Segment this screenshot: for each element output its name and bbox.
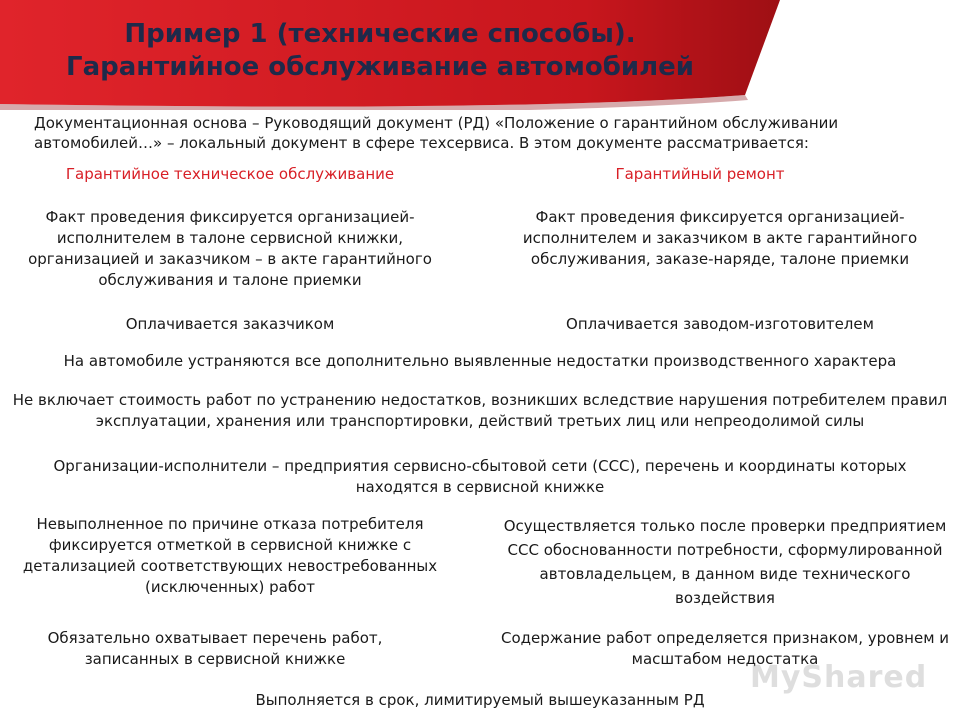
common-defects: На автомобиле устраняются все дополнительно выявленные недостатки производственного характера — [63, 352, 897, 370]
right-column-heading: Гарантийный ремонт — [615, 165, 785, 183]
fact-left: Факт проведения фиксируется организацией-исполнителем в талоне сервисной книжки, организацией и заказчиком – в акте гарантийного обслуживания и талоне приемки — [28, 208, 432, 289]
scope-left: Обязательно охватывает перечень работ, записанных в сервисной книжке — [47, 629, 383, 668]
refusal-left: Невыполненное по причине отказа потребителя фиксируется отметкой в сервисной книжке с детализацией соответствующих невостребованных (исключенных) работ — [22, 515, 438, 596]
pay-right: Оплачивается заводом-изготовителем — [566, 315, 874, 333]
title-banner — [0, 0, 960, 110]
scope-right: Содержание работ определяется признаком, уровнем и масштабом недостатка — [500, 629, 950, 668]
check-right: Осуществляется только после проверки предприятием ССС обоснованности потребности, сформулированной автовладельцем, в данном виде технического воздействия — [503, 517, 947, 607]
title-line-1: Пример 1 (технические способы). — [124, 19, 636, 49]
watermark-logo: MyShared — [750, 660, 928, 695]
deadline: Выполняется в срок, лимитируемый вышеуказанным РД — [255, 691, 705, 709]
intro-text: Документационная основа – Руководящий документ (РД) «Положение о гарантийном обслуживании автомобилей…» – локальный документ в сфере техсервиса. В этом документе рассматривается: — [34, 114, 839, 152]
fact-right: Факт проведения фиксируется организацией-исполнителем и заказчиком в акте гарантийного обслуживания, заказе-наряде, талоне приемки — [522, 208, 918, 268]
left-column-heading: Гарантийное техническое обслуживание — [65, 165, 395, 183]
pay-left: Оплачивается заказчиком — [125, 315, 335, 333]
common-exclusions: Не включает стоимость работ по устранению недостатков, возникших вследствие нарушения потребителем правил эксплуатации, хранения или транспортировки, действий третьих лиц или непреодолимой силы — [12, 391, 948, 430]
common-organizations: Организации-исполнители – предприятия сервисно-сбытовой сети (ССС), перечень и координаты которых находятся в сервисной книжке — [53, 457, 907, 496]
page-title — [20, 18, 740, 84]
title-line-2: Гарантийное обслуживание автомобилей — [66, 52, 694, 82]
